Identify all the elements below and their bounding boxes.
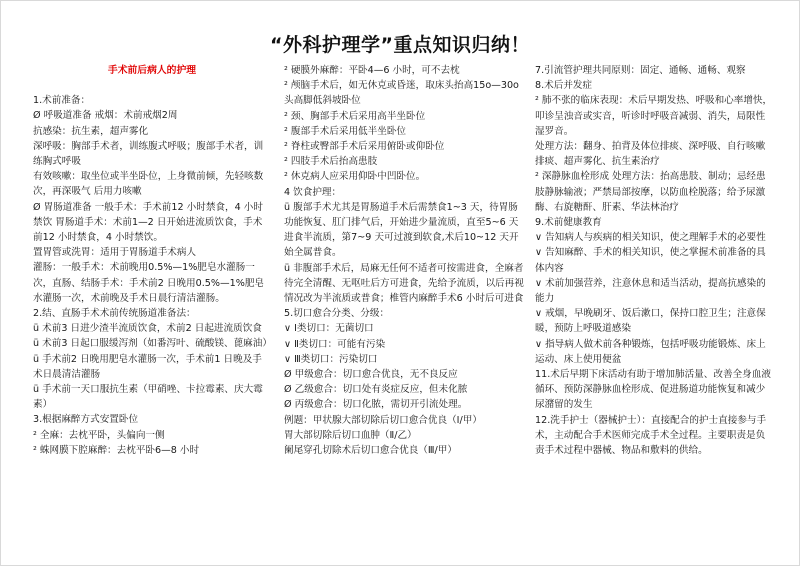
text-line: Ø 甲级愈合：切口愈合优良，无不良反应	[284, 369, 458, 381]
spacer	[33, 78, 271, 93]
text-line: ² 四肢手术后抬高患肢	[284, 156, 378, 168]
text-line: 例题：甲状腺大部切除后切口愈合优良（Ⅰ/甲）	[284, 414, 482, 426]
text-line: ² 腹部手术后采用低半坐卧位	[284, 125, 407, 137]
text-line: 3.根据麻醉方式安置卧位	[33, 414, 139, 426]
text-line: 7.引流管护理共同原则：固定、通畅、通畅、观察	[535, 65, 746, 76]
text-line: 2.结、直肠手术术前传统肠道准备法：	[33, 308, 196, 320]
text-line: ² 颈、胸部手术后采用高半坐卧位	[284, 110, 426, 122]
text-line: 抗感染：抗生素，超声雾化	[33, 125, 149, 137]
text-line: ∨ 指导病人做术前各种锻炼，包括呼吸功能锻炼、床上运动、床上使用便盆	[535, 338, 766, 365]
text-line: ² 全麻：去枕平卧，头偏向一侧	[33, 429, 165, 441]
text-line: ² 肺不张的临床表现：术后早期发热、呼吸和心率增快，叩诊呈浊音或实音，听诊时呼吸音减弱、消失，局限性湿罗音。	[535, 95, 773, 137]
text-line: ∨ 戒烟，早晚刷牙、饭后漱口，保持口腔卫生；注意保暖，预防上呼吸道感染	[535, 308, 766, 335]
text-line: ∨ 术前加强营养，注意休息和适当活动，提高抗感染的能力	[535, 277, 766, 305]
text-line: 9.术前健康教育	[535, 217, 602, 229]
text-line: ² 硬膜外麻醉：平卧4—6 小时，可不去枕	[284, 65, 460, 76]
column-left	[33, 63, 271, 458]
text-line: ∨ Ⅲ类切口：污染切口	[284, 353, 378, 365]
text-line: 置胃管或洗胃：适用于胃肠道手术病人	[33, 247, 197, 259]
text-line: ∨ Ⅱ类切口：可能有污染	[284, 338, 386, 350]
text-line: 有效咳嗽：取坐位或半坐卧位，上身微前倾，先轻咳数次，再深吸气 后用力咳嗽	[33, 171, 264, 198]
column-right	[535, 63, 773, 458]
text-line: ü 手术前一天口服抗生素（甲硝唑、卡拉霉素、庆大霉素）	[33, 384, 263, 411]
text-line: Ø 乙级愈合：切口处有炎症反应，但未化脓	[284, 384, 468, 396]
text-line: ∨ 告知麻醉、手术的相关知识，使之掌握术前准备的具体内容	[535, 247, 766, 274]
section-heading: 手术前后病人的护理	[107, 65, 197, 76]
page-title: “外科护理学”重点知识归纳！	[270, 34, 530, 56]
text-line: ü 术前3 日进少渣半流质饮食，术前2 日起进流质饮食	[33, 323, 262, 335]
text-line: 12.洗手护士（器械护士）：直接配合的护士直接参与手术，主动配合手术医师完成手术全过程。主要职责是负责手术过程中器械、物品和敷料的供给。	[535, 414, 767, 457]
text-line: ² 休克病人应采用仰卧中凹卧位。	[284, 171, 426, 183]
text-line: ü 手术前2 日晚用肥皂水灌肠一次，手术前1 日晚及手术日晨清洁灌肠	[33, 353, 262, 380]
text-line: ² 深静脉血栓形成 处理方法：抬高患肢、制动；忌经患肢静脉输液；严禁局部按摩，以防血栓脱落；给予尿激酶、右旋糖酐、肝素、华法林治疗	[535, 171, 766, 213]
text-line: ∨ 告知病人与疾病的相关知识，使之理解手术的必要性	[535, 232, 766, 244]
text-line: 深呼吸：胸部手术者，训练腹式呼吸；腹部手术者，训练胸式呼吸	[33, 140, 264, 168]
text-line: 8.术后并发症	[535, 80, 593, 92]
text-line: ∨ Ⅰ类切口：无菌切口	[284, 323, 374, 335]
text-line: ü 术前3 日起口服缓泻剂（如番泻叶、硫酸镁、蓖麻油）	[33, 338, 272, 350]
text-line: 1.术前准备：	[33, 95, 91, 107]
text-line: 11.术后早期下床活动有助于增加肺活量、改善全身血液循环、预防深静脉血栓形成、促进肠道功能恢复和减少尿潴留的发生	[535, 369, 771, 411]
column-middle	[284, 63, 524, 458]
text-line: Ø 丙级愈合：切口化脓，需切开引流处理。	[284, 399, 468, 411]
text-line: 5.切口愈合分类、分级：	[284, 308, 390, 320]
text-line: ² 颅脑手术后，如无休克或昏迷，取床头抬高15o—30o 头高脚低斜坡卧位	[284, 80, 519, 107]
text-line: 处理方法：翻身、拍背及体位排痰、深呼吸、自行咳嗽排痰、超声雾化、抗生素治疗	[535, 141, 766, 168]
text-line: ü 腹部手术尤其是胃肠道手术后需禁食1~3 天，待胃肠功能恢复、肛门排气后，开始进少量流质，直至5~6 天进食半流质，第7~9 天可过渡到软食,术后10~12 天开始全属普食。	[284, 201, 519, 259]
text-line: 阑尾穿孔切除术后切口愈合优良（Ⅲ/甲）	[284, 445, 457, 457]
text-line: 灌肠：一般手术：术前晚用0.5%—1%肥皂水灌肠一次，直肠、结肠手术：手术前2 日晚用0.5%—1%肥皂水灌肠一次，术前晚及手术日晨行清洁灌肠。	[33, 262, 265, 304]
text-line: 胃大部切除后切口血肿（Ⅱ/乙）	[284, 429, 417, 441]
text-line: 4 饮食护理：	[284, 186, 342, 198]
text-line: ü 非腹部手术后，局麻无任何不适者可按需进食，全麻者待完全清醒、无呕吐后方可进食，先给予流质，以后再视情况改为半流质或普食；椎管内麻醉手术6 小时后可进食	[284, 262, 524, 305]
text-line: Ø 呼吸道准备 戒烟：术前戒烟2周	[33, 110, 178, 122]
text-line: Ø 胃肠道准备 一般手术：手术前12 小时禁食，4 小时禁饮 胃肠道手术：术前1—2 日开始进流质饮食，手术前12 小时禁食，4 小时禁饮。	[33, 201, 263, 244]
text-line: ² 蛛网膜下腔麻醉：去枕平卧6—8 小时	[33, 444, 200, 456]
text-line: ² 脊柱或臀部手术后采用俯卧或仰卧位	[284, 141, 445, 153]
